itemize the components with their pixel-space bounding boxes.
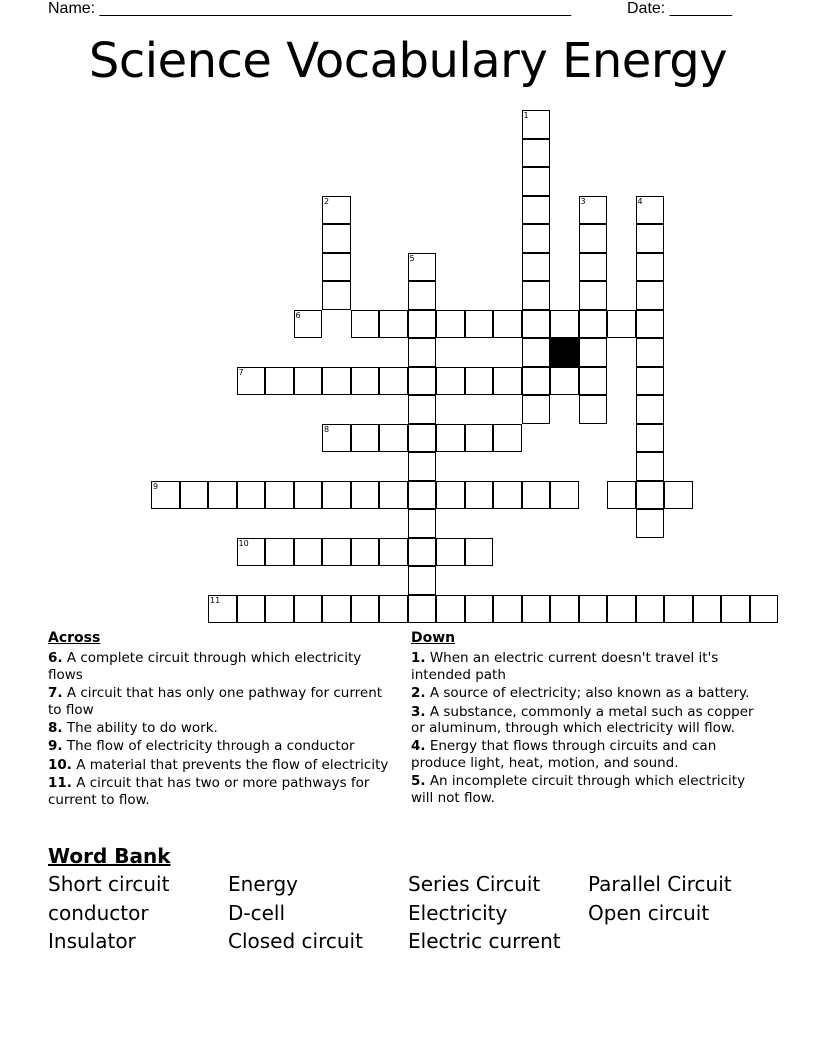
crossword-cell[interactable] [294,481,323,510]
crossword-cell[interactable] [379,595,408,624]
crossword-cell[interactable] [636,253,665,282]
crossword-cell[interactable] [579,395,608,424]
crossword-cell[interactable] [579,281,608,310]
crossword-cell[interactable] [408,595,437,624]
crossword-cell[interactable] [322,367,351,396]
crossword-cell[interactable] [265,595,294,624]
across-clue [48,775,398,808]
word-bank-item: Electric current [408,929,561,953]
crossword-cell[interactable] [579,338,608,367]
crossword-cell[interactable] [636,595,665,624]
crossword-cell[interactable] [408,395,437,424]
crossword-cell[interactable] [351,538,380,567]
crossword-cell[interactable] [636,367,665,396]
crossword-cell[interactable] [436,310,465,339]
clue-number: 5. [411,773,426,790]
clue-text: Energy that flows through circuits and can produce light, heat, motion, and sound. [411,738,717,771]
crossword-cell[interactable] [351,595,380,624]
across-clue [48,738,398,754]
cell-number: 6 [295,310,301,320]
crossword-cell[interactable] [465,595,494,624]
crossword-cell[interactable] [322,281,351,310]
crossword-cell[interactable] [493,481,522,510]
cell-number: 7 [238,367,244,377]
crossword-cell[interactable] [579,310,608,339]
crossword-cell[interactable] [636,509,665,538]
down-clue [411,704,761,737]
date-field: Date: _______ [627,0,732,17]
across-clue [48,757,398,773]
across-clue [48,685,398,718]
clue-number: 11. [48,775,72,792]
word-bank-item: conductor [48,900,149,925]
crossword-cell[interactable] [408,509,437,538]
crossword-cell[interactable] [465,538,494,567]
clue-text: When an electric current doesn't travel it's intended path [411,650,719,683]
crossword-cell[interactable] [493,310,522,339]
crossword-cell[interactable] [636,338,665,367]
crossword-cell[interactable] [493,424,522,453]
clue-text: The flow of electricity through a conductor [62,738,355,755]
crossword-cell[interactable] [351,481,380,510]
crossword-cell[interactable] [522,139,551,168]
down-clue [411,773,761,806]
crossword-cell[interactable] [465,424,494,453]
cell-number: 2 [324,196,330,206]
cell-number: 9 [153,481,159,491]
cell-number: 1 [523,111,529,120]
crossword-cell[interactable] [636,310,665,339]
clue-number: 2. [411,685,426,702]
crossword-cell[interactable] [522,481,551,510]
crossword-cell[interactable] [379,481,408,510]
clue-number: 10. [48,756,72,773]
crossword-cell[interactable] [322,253,351,282]
crossword-cell[interactable] [237,595,266,624]
down-clue [411,650,761,683]
clue-number: 8. [48,720,63,737]
word-bank-item: Open circuit [588,900,710,925]
clue-number: 9. [48,738,63,755]
crossword-cell[interactable] [408,566,437,595]
across-heading: Across [48,630,101,646]
down-heading: Down [411,630,456,646]
crossword-cell[interactable] [465,310,494,339]
clue-number: 3. [411,703,426,720]
crossword-cell[interactable] [636,452,665,481]
crossword-cell[interactable] [322,538,351,567]
word-bank-item: Insulator [48,929,136,953]
crossword-cell[interactable] [265,481,294,510]
word-bank-item: Parallel Circuit [588,872,732,896]
clue-text: A material that prevents the flow of electricity [71,756,389,773]
down-clues [411,630,761,808]
name-field: Name: _____________________________________________________ [48,0,572,17]
crossword-cell[interactable] [636,481,665,510]
cell-number: 11 [210,595,221,605]
cell-number: 8 [324,424,330,434]
crossword-cell[interactable] [550,310,579,339]
crossword-cell[interactable] [436,481,465,510]
word-bank-item: Closed circuit [228,929,363,953]
crossword-cell[interactable] [408,367,437,396]
clue-text: A circuit that has only one pathway for current to flow [48,685,383,718]
crossword-cell[interactable] [493,595,522,624]
crossword-cell[interactable] [208,481,237,510]
clue-number: 4. [411,738,426,755]
clue-number: 6. [48,650,63,667]
crossword-cell[interactable] [351,424,380,453]
crossword-cell[interactable] [294,367,323,396]
crossword-cell[interactable] [579,253,608,282]
clue-number: 1. [411,650,426,667]
crossword-cell[interactable] [294,595,323,624]
crossword-cell[interactable] [636,224,665,253]
crossword-cell[interactable] [522,281,551,310]
crossword-cell[interactable] [408,281,437,310]
crossword-cell[interactable] [379,538,408,567]
crossword-cell[interactable] [522,338,551,367]
down-clue [411,685,761,701]
crossword-cell[interactable] [408,452,437,481]
crossword-cell[interactable] [693,595,722,624]
cell-number: 4 [637,196,643,206]
crossword-cell[interactable] [550,481,579,510]
crossword-cell[interactable] [522,196,551,225]
crossword-cell[interactable] [607,310,636,339]
word-bank-item: Series Circuit [408,872,541,896]
crossword-cell[interactable] [550,367,579,396]
crossword-cell[interactable] [408,424,437,453]
crossword-cell[interactable] [322,595,351,624]
crossword-cell[interactable] [721,595,750,624]
crossword-cell[interactable] [436,595,465,624]
crossword-cell[interactable] [408,481,437,510]
crossword-cell[interactable] [550,595,579,624]
crossword-cell[interactable] [322,481,351,510]
crossword-cell[interactable] [522,310,551,339]
word-bank-item: Short circuit [48,872,170,896]
crossword-cell[interactable] [522,595,551,624]
across-clues [48,630,398,810]
crossword-cell[interactable] [322,224,351,253]
crossword-black-cell [550,338,579,367]
word-bank [48,844,768,954]
crossword-cell[interactable] [493,367,522,396]
crossword-cell[interactable] [379,310,408,339]
crossword-cell[interactable] [379,367,408,396]
crossword-cell[interactable] [379,424,408,453]
word-bank-item: Electricity [408,900,508,925]
clue-text: A source of electricity; also known as a battery. [425,685,750,702]
crossword-cell[interactable] [265,367,294,396]
crossword-cell[interactable] [579,224,608,253]
crossword-cell[interactable] [636,395,665,424]
page-title: Science Vocabulary Energy [88,33,728,89]
down-clue [411,738,761,771]
crossword-cell[interactable] [180,481,209,510]
clue-text: A circuit that has two or more pathways for current to flow. [48,775,370,808]
crossword-cell[interactable] [522,395,551,424]
crossword-cell[interactable] [664,595,693,624]
crossword-cell[interactable] [294,538,323,567]
crossword-cell[interactable] [522,253,551,282]
clue-text: A complete circuit through which electricity flows [48,650,362,683]
crossword-cell[interactable] [436,424,465,453]
crossword-cell[interactable] [351,367,380,396]
crossword-cell[interactable] [522,224,551,253]
crossword-cell[interactable] [351,310,380,339]
crossword-cell[interactable] [237,481,266,510]
crossword-cell[interactable] [522,367,551,396]
crossword-cell[interactable] [465,367,494,396]
clue-text: An incomplete circuit through which electricity will not flow. [411,773,746,806]
crossword-cell[interactable] [664,481,693,510]
clue-text: The ability to do work. [62,720,218,737]
cell-number: 3 [580,196,586,206]
crossword-cell[interactable] [607,481,636,510]
word-bank-item: D-cell [228,900,286,925]
crossword-cell[interactable] [579,595,608,624]
crossword-cell[interactable] [579,367,608,396]
across-clue [48,650,398,683]
crossword-cell[interactable] [636,281,665,310]
crossword-cell[interactable] [408,538,437,567]
clue-text: A substance, commonly a metal such as copper or aluminum, through which electricity will flow. [411,703,754,737]
clue-number: 7. [48,685,63,702]
cell-number: 5 [409,253,415,263]
crossword-cell[interactable] [436,538,465,567]
crossword-cell[interactable] [408,338,437,367]
cell-number: 10 [238,538,249,548]
crossword-cell[interactable] [465,481,494,510]
crossword-cell[interactable] [607,595,636,624]
crossword-cell[interactable] [436,367,465,396]
crossword-cell[interactable] [750,595,779,624]
word-bank-title: Word Bank [48,844,171,868]
crossword-cell[interactable] [522,167,551,196]
crossword-cell[interactable] [636,424,665,453]
crossword-cell[interactable] [265,538,294,567]
crossword-cell[interactable] [408,310,437,339]
across-clue [48,720,398,736]
word-bank-item: Energy [228,872,299,896]
